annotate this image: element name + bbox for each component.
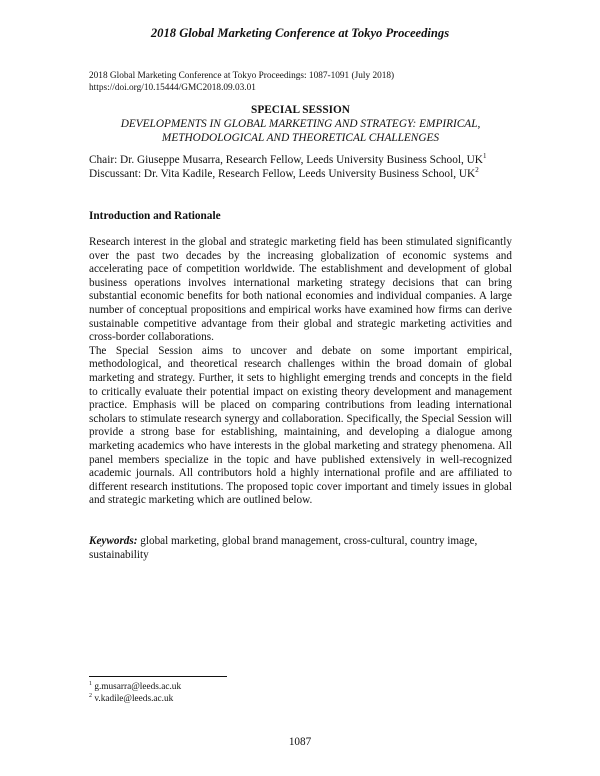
chair-text: Chair: Dr. Giuseppe Musarra, Research Fellow, Leeds University Business School, UK xyxy=(89,154,483,166)
citation-block xyxy=(89,70,519,94)
keywords-label: Keywords: xyxy=(89,535,138,547)
discussant-footnote-mark: 2 xyxy=(475,166,479,174)
keywords-text: global marketing, global brand management, cross-cultural, country image, sustainability xyxy=(89,535,478,561)
session-title-block xyxy=(89,103,512,145)
footnote-email-2: v.kadile@leeds.ac.uk xyxy=(94,694,174,704)
discussant-line xyxy=(89,167,519,181)
discussant-text: Discussant: Dr. Vita Kadile, Research Fellow, Leeds University Business School, UK xyxy=(89,168,476,180)
footnote-mark-1: 1 xyxy=(89,681,92,687)
chair-line xyxy=(89,153,519,167)
session-label: SPECIAL SESSION xyxy=(251,104,350,116)
session-subtitle-line-2: METHODOLOGICAL AND THEORETICAL CHALLENGES xyxy=(161,132,440,144)
paragraph-1: Research interest in the global and strategic marketing field has been stimulated significantly over the past two decades by the increasing globalization of economic systems and accelerating pace of competition worldwide. The establishment and development of global business operations involves international marketing strategy decisions that can bring substantial economic benefits for both national economies and individual companies. A large number of conceptual propositions and empirical works have examined how firms can derive sustainable competitive advantage from their global and strategic marketing activities and cross-border collaborations. xyxy=(89,236,512,344)
doi-link[interactable]: https://doi.org/10.15444/GMC2018.09.03.01 xyxy=(89,83,256,93)
citation-line: 2018 Global Marketing Conference at Tokyo Proceedings: 1087-1091 (July 2018) xyxy=(89,71,395,81)
paragraph-2: The Special Session aims to uncover and debate on some important empirical, methodological, and theoretical research challenges within the broad domain of global marketing and strategy. Further, it sets to highlight emerging trends and concepts in the field to critically evaluate their potential impact on existing theory development and management practice. Emphasis will be placed on comparing contributions from leading international scholars to stimulate research synergy and collaboration. Specifically, the Special Session will provide a strong base for establishing, maintaining, and developing a dialogue among marketing academics who have interests in the global marketing and strategy phenomena. All panel members specialize in the topic and have published extensively in well-recognized academic journals. All contributors hold a highly international profile and are affiliated to different research institutions. The proposed topic cover important and timely issues in global and strategic marketing which are outlined below. xyxy=(89,344,512,507)
chair-footnote-mark: 1 xyxy=(482,152,487,160)
running-header: 2018 Global Marketing Conference at Tokyo Proceedings xyxy=(150,26,450,40)
footnote-rule xyxy=(89,676,227,677)
session-subtitle-line-1: DEVELOPMENTS IN GLOBAL MARKETING AND STRATEGY: EMPIRICAL, xyxy=(120,118,481,130)
keywords-block xyxy=(89,534,512,562)
page-number: 1087 xyxy=(288,736,312,748)
body-text xyxy=(89,236,512,508)
footnote-mark-2: 2 xyxy=(89,693,92,699)
roles-block xyxy=(89,153,519,181)
section-heading: Introduction and Rationale xyxy=(89,210,221,222)
footnote-2 xyxy=(89,693,181,705)
footnotes xyxy=(89,681,181,705)
footnote-email-1: g.musarra@leeds.ac.uk xyxy=(94,682,182,692)
footnote-1 xyxy=(89,681,181,693)
